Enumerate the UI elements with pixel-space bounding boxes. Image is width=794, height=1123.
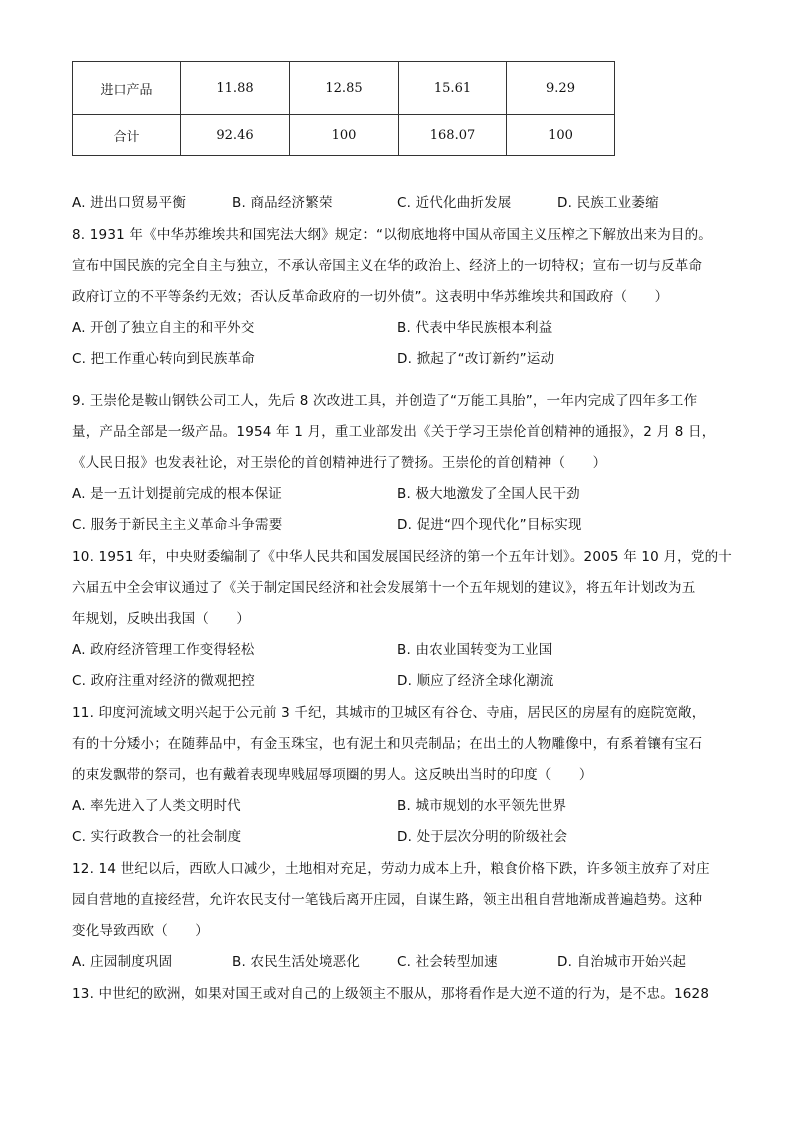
option-row: [72, 479, 724, 510]
option-row: [72, 791, 724, 822]
question-11: [72, 698, 724, 853]
question-text-line: 8. 1931 年《中华苏维埃共和国宪法大纲》规定：“以彻底地将中国从帝国主义压榨之下解放出来为目的。: [72, 227, 713, 243]
option-d[interactable]: D. 促进“四个现代化”目标实现: [397, 517, 582, 533]
trade-table: [72, 61, 615, 156]
table-cell: 100: [507, 115, 615, 156]
option-d[interactable]: D. 自治城市开始兴起: [557, 954, 687, 970]
option-b[interactable]: B. 极大地激发了全国人民干劲: [397, 486, 580, 502]
question-13: [72, 979, 724, 1010]
question-7-options: [72, 188, 724, 219]
question-text-line: 《人民日报》也发表社论，对王崇伦的首创精神进行了赞扬。王崇伦的首创精神（ ）: [72, 455, 607, 471]
option-c[interactable]: C. 社会转型加速: [397, 954, 498, 970]
table-cell: 168.07: [399, 115, 507, 156]
question-12: [72, 854, 724, 978]
option-c[interactable]: C. 近代化曲折发展: [397, 195, 512, 211]
option-b[interactable]: B. 由农业国转变为工业国: [397, 642, 553, 658]
question-text-line: 变化导致西欧（ ）: [72, 923, 209, 939]
option-row: [72, 666, 724, 697]
table-cell: 合计: [73, 115, 181, 156]
table-row: [73, 62, 615, 115]
option-c[interactable]: C. 实行政教合一的社会制度: [72, 829, 242, 845]
option-a[interactable]: A. 开创了独立自主的和平外交: [72, 320, 255, 336]
option-row: [72, 313, 724, 344]
table-cell: 92.46: [181, 115, 290, 156]
option-row: [72, 822, 724, 853]
table-cell: 进口产品: [73, 62, 181, 115]
question-text-line: 9. 王崇伦是鞍山钢铁公司工人，先后 8 次改进工具，并创造了“万能工具胎”，一年内完成了四年多工作: [72, 393, 698, 409]
option-b[interactable]: B. 城市规划的水平领先世界: [397, 798, 567, 814]
option-d[interactable]: D. 民族工业萎缩: [557, 195, 659, 211]
option-row: [72, 947, 724, 978]
question-text-line: 12. 14 世纪以后，西欧人口减少，土地相对充足，劳动力成本上升，粮食价格下跌，许多领主放弃了对庄: [72, 861, 710, 877]
option-c[interactable]: C. 政府注重对经济的微观把控: [72, 673, 256, 689]
option-row: [72, 188, 724, 219]
table-cell: 9.29: [507, 62, 615, 115]
question-10: [72, 542, 732, 697]
option-a[interactable]: A. 进出口贸易平衡: [72, 195, 187, 211]
table-cell: 11.88: [181, 62, 290, 115]
question-text-line: 有的十分矮小；在随葬品中，有金玉珠宝，也有泥土和贝壳制品；在出土的人物雕像中，有系着镶有宝石: [72, 736, 703, 752]
question-text-line: 13. 中世纪的欧洲，如果对国王或对自己的上级领主不服从，那将看作是大逆不道的行为，是不忠。1628: [72, 986, 710, 1002]
question-text-line: 园自营地的直接经营，允许农民支付一笔钱后离开庄园，自谋生路，领主出租自营地渐成普遍趋势。这种: [72, 892, 703, 908]
option-b[interactable]: B. 代表中华民族根本利益: [397, 320, 553, 336]
question-text-line: 政府订立的不平等条约无效；否认反革命政府的一切外债”。这表明中华苏维埃共和国政府（ ）: [72, 289, 669, 305]
question-text-line: 10. 1951 年，中央财委编制了《中华人民共和国发展国民经济的第一个五年计划》。2005 年 10 月，党的十: [72, 549, 732, 565]
question-text-line: 年规划，反映出我国（ ）: [72, 611, 251, 627]
table-cell: 12.85: [290, 62, 399, 115]
question-text-line: 的束发飘带的祭司，也有戴着表现卑贱屈辱项圈的男人。这反映出当时的印度（ ）: [72, 767, 593, 783]
option-row: [72, 344, 724, 375]
option-b[interactable]: B. 农民生活处境恶化: [232, 954, 361, 970]
option-a[interactable]: A. 率先进入了人类文明时代: [72, 798, 241, 814]
table-row: [73, 115, 615, 156]
option-row: [72, 510, 724, 541]
option-b[interactable]: B. 商品经济繁荣: [232, 195, 333, 211]
option-row: [72, 635, 724, 666]
table-cell: 15.61: [399, 62, 507, 115]
option-d[interactable]: D. 顺应了经济全球化潮流: [397, 673, 554, 689]
question-text-line: 六届五中全会审议通过了《关于制定国民经济和社会发展第十一个五年规划的建议》，将五年计划改为五: [72, 580, 696, 596]
option-d[interactable]: D. 处于层次分明的阶级社会: [397, 829, 568, 845]
option-a[interactable]: A. 是一五计划提前完成的根本保证: [72, 486, 282, 502]
question-text-line: 11. 印度河流域文明兴起于公元前 3 千纪，其城市的卫城区有谷仓、寺庙，居民区的房屋有的庭院宽敞，: [72, 705, 706, 721]
option-a[interactable]: A. 庄园制度巩固: [72, 954, 173, 970]
option-d[interactable]: D. 掀起了“改订新约”运动: [397, 351, 555, 367]
question-text-line: 宣布中国民族的完全自主与独立，不承认帝国主义在华的政治上、经济上的一切特权；宣布一切与反革命: [72, 258, 703, 274]
question-text-line: 量，产品全部是一级产品。1954 年 1 月，重工业部发出《关于学习王崇伦首创精神的通报》，2 月 8 日，: [72, 424, 716, 440]
option-c[interactable]: C. 把工作重心转向到民族革命: [72, 351, 256, 367]
table-cell: 100: [290, 115, 399, 156]
option-c[interactable]: C. 服务于新民主主义革命斗争需要: [72, 517, 283, 533]
option-a[interactable]: A. 政府经济管理工作变得轻松: [72, 642, 255, 658]
question-8: [72, 220, 724, 375]
question-9: [72, 386, 724, 541]
